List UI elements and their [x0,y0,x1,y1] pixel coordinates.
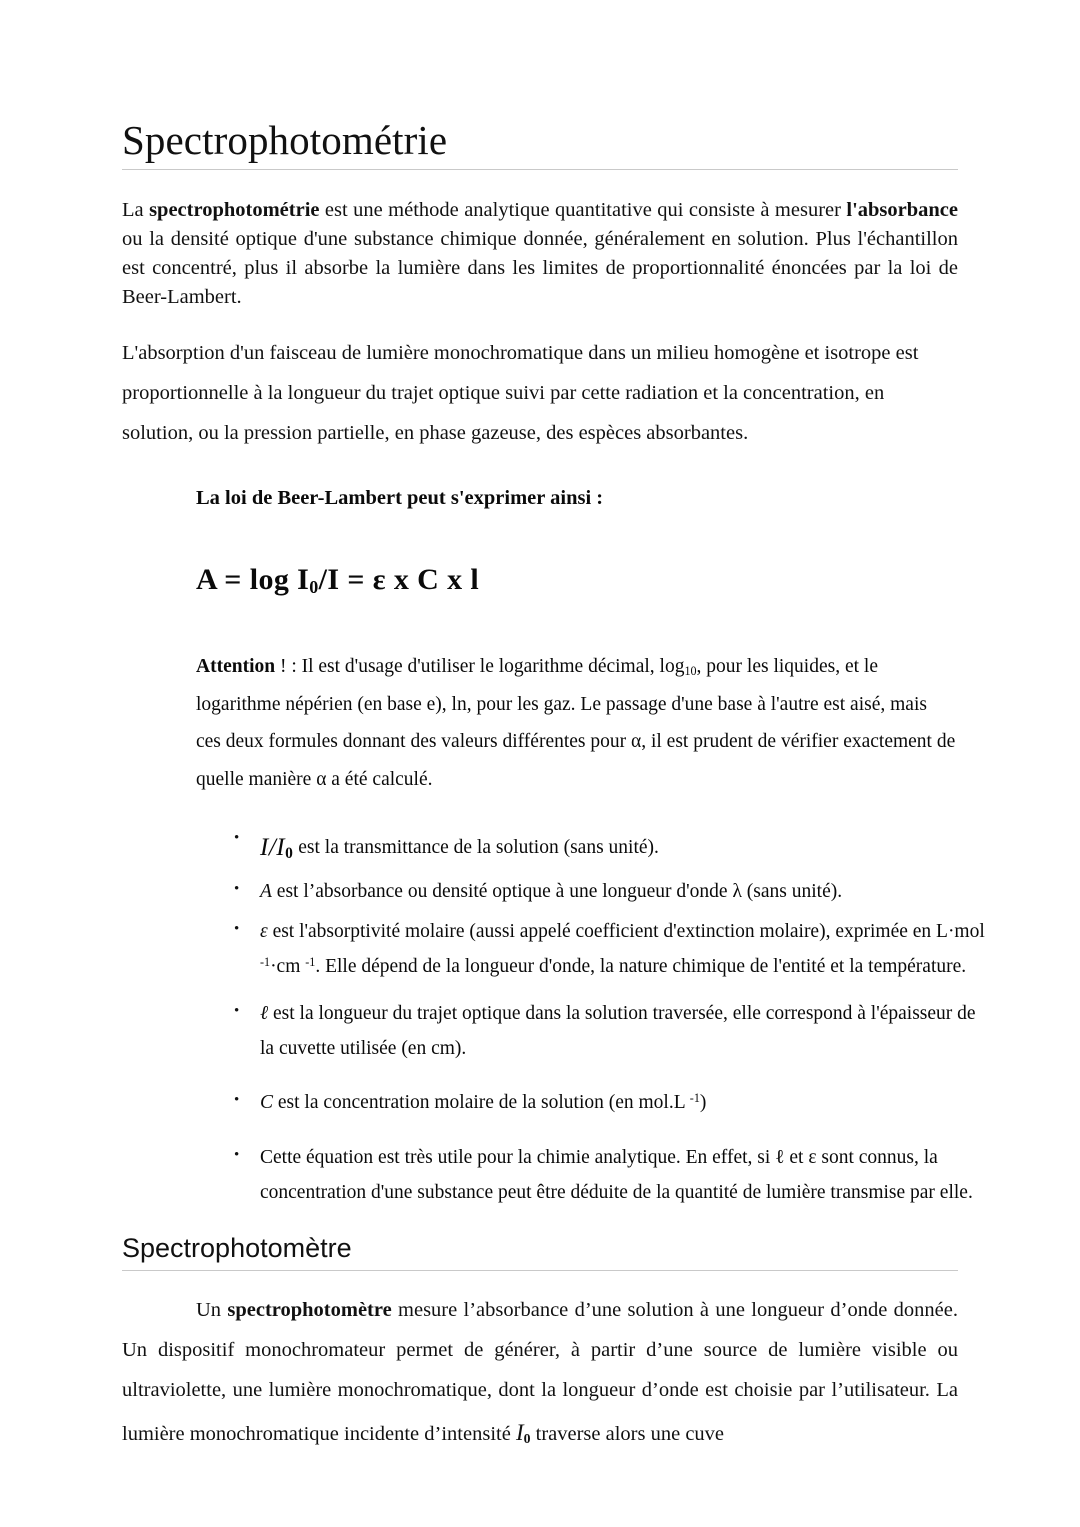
formula-subscript: 0 [309,577,319,598]
document-content [122,117,985,1456]
definitions-list [122,824,990,1210]
attention-log-subscript: 10 [684,664,697,679]
list-item-text-a: est l'absorptivité molaire (aussi appelé coefficient d'extinction molaire), exprimée en L·mol [267,921,985,943]
spectro-bold: spectrophotomètre [227,1299,392,1322]
list-item-text: Cette équation est très utile pour la chimie analytique. En effet, si ℓ et ε sont connus, la concentration d'une substance peut être déduite de la quantité de lumière transmise par elle. [260,1146,973,1203]
section-heading-spectrophotometre: Spectrophotomètre [122,1232,958,1271]
spectro-tail: traverse alors une cuve [530,1422,725,1445]
symbol-text: I [515,1419,524,1445]
absorption-paragraph: L'absorption d'un faisceau de lumière monochromatique dans un milieu homogène et isotrope est proportionnelle à la longueur du trajet optique suivi par cette radiation et la concentration, en solution, ou la pression partielle, en phase gazeuse, des espèces absorbantes. [122,342,919,445]
symbol-path-length: ℓ [260,1002,269,1024]
intro-rest: ou la densité optique d'une substance chimique donnée, généralement en solution. Plus l'échantillon est concentré, plus il absorbe la lumière dans les limites de proportionnalité énoncées par la loi de Beer-Lambert. [122,228,958,309]
beer-lambert-formula [196,561,960,599]
symbol-epsilon: ε [260,921,268,943]
exponent-mol: -1 [260,954,271,969]
list-item [230,1141,990,1210]
attention-label: Attention [196,656,276,678]
list-item-text: est l’absorbance ou densité optique à une longueur d'onde λ (sans unité). [271,880,843,902]
attention-note [196,648,956,798]
symbol-text: I/I [260,834,286,862]
intro-paragraph [122,196,958,312]
list-item [230,875,990,910]
spectrophotometre-paragraph [122,1291,958,1456]
list-item-text-b: ·cm [270,956,306,978]
formula-suffix: /I = ε x C x l [318,562,480,596]
symbol-subscript: 0 [285,845,294,863]
list-item [230,1086,990,1121]
list-item-text-c: . Elle dépend de la longueur d'onde, la nature chimique de l'entité et la température. [315,956,967,978]
symbol-subscript: 0 [523,1430,531,1446]
list-item [230,915,990,984]
symbol-concentration: C [260,1092,274,1114]
intro-bold-spectrophotometrie: spectrophotométrie [149,198,320,221]
list-item [230,997,990,1066]
list-item-text-b: ) [699,1092,707,1114]
symbol-transmittance [260,834,293,861]
attention-after-sub: , pour les liquides, et le logarithme népérien (en base e), ln, pour les gaz. Le passage d'une base à l'autre est aisé, mais ces deux formules donnant des valeurs différentes pour α, il est prudent de vérifier exactement de quelle manière α a été calculé. [196,656,956,790]
exponent-molL: -1 [689,1090,700,1105]
list-item [230,824,990,869]
page-title: Spectrophotométrie [122,118,958,170]
list-item-text: est la transmittance de la solution (sans unité). [293,837,659,859]
spectro-mid: mesure l’absorbance d’une solution à une longueur d’onde donnée. Un dispositif monochromateur permet de générer, à partir d’une source de lumière visible ou ultraviolette, une lumière monochromatique, dont la longueur d’onde est choisie par l’utilisateur. La lumière monochromatique incidente d’intensité [122,1299,958,1445]
attention-before-sub: ! : Il est d'usage d'utiliser le logarithme décimal, log [275,656,685,678]
list-item-text-a: est la concentration molaire de la solution (en mol.L [273,1092,690,1114]
symbol-absorbance: A [260,880,272,902]
intro-mid: est une méthode analytique quantitative qui consiste à mesurer [319,198,847,221]
formula-prefix: A = log I [196,562,310,596]
list-item-text: est la longueur du trajet optique dans la solution traversée, elle correspond à l'épaisseur de la cuvette utilisée (en cm). [260,1002,976,1059]
intro-bold-absorbance: l'absorbance [846,198,959,221]
beer-lambert-intro: La loi de Beer-Lambert peut s'exprimer ainsi : [196,487,604,510]
intro-lead: La [122,198,150,221]
symbol-incident-intensity [516,1420,531,1445]
exponent-cm: -1 [305,954,316,969]
spectro-lead: Un [196,1299,228,1322]
